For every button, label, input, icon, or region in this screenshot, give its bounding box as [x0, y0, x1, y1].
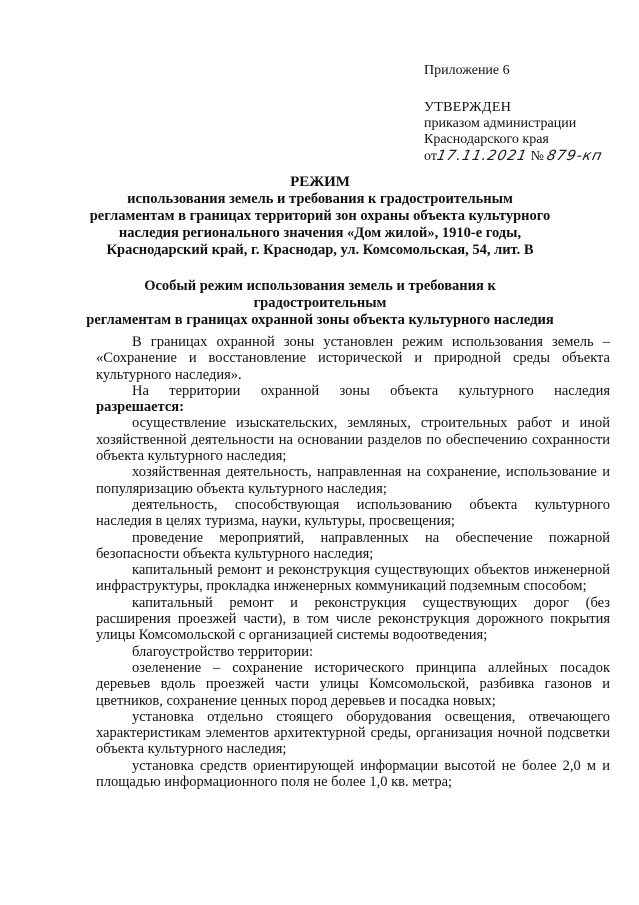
paragraph: В границах охранной зоны установлен режим использования земель – «Сохранение и восстановление исторической и природной среды объекта культурного наследия». [96, 334, 610, 383]
paragraph: деятельность, способствующая использованию объекта культурного наследия в целях туризма, науки, культуры, просвещения; [96, 496, 610, 530]
title-line-4: Краснодарский край, г. Краснодар, ул. Комсомольская, 54, лит. В [106, 242, 534, 258]
paragraph: проведение мероприятий, направленных на обеспечение пожарной безопасности объекта культурного наследия; [96, 529, 610, 562]
title-line-1: использования земель и требования к градостроительным [127, 191, 513, 207]
handwritten-date: 17.11.2021 [435, 148, 529, 164]
paragraph: На территории охранной зоны объекта культурного наследия [132, 382, 610, 399]
date-prefix: от [424, 149, 437, 164]
order-line-1: приказом администрации [424, 116, 577, 131]
number-prefix: № [530, 149, 544, 164]
title-line-2: регламентам в границах территорий зон охраны объекта культурного [89, 208, 551, 224]
document-body [96, 334, 610, 790]
paragraph-bold: разрешается: [96, 399, 184, 416]
handwritten-number: 879-кп [545, 148, 605, 164]
appendix-label: Приложение 6 [424, 63, 510, 78]
section-title-line-2: регламентам в границах охранной зоны объекта культурного наследия [86, 312, 554, 328]
paragraph: установка отдельно стоящего оборудования освещения, отвечающего характеристикам элементов архитектурной среды, организация ночной подсветки объекта культурного наследия; [96, 708, 610, 758]
paragraph: осуществление изыскательских, земляных, строительных работ и иной хозяйственной деятельности на основании разделов по обеспечению сохранности объекта культурного наследия; [96, 415, 610, 465]
paragraph: озеленение – сохранение исторического принципа аллейных посадок деревьев вдоль проезжей части улицы Комсомольской, разбивка газонов и цветников, сохранение ценных пород деревьев и посадка новых; [96, 659, 610, 709]
title-heading: РЕЖИМ [290, 174, 350, 190]
paragraph: установка средств ориентирующей информации высотой не более 2,0 м и площадью информационного поля не более 1,0 кв. метра; [96, 757, 610, 791]
title-line-3: наследия регионального значения «Дом жилой», 1910-е годы, [118, 225, 522, 241]
document-title [80, 174, 560, 259]
order-line-2: Краснодарского края [424, 132, 549, 147]
date-number-line [424, 148, 603, 165]
section-title-line-1: Особый режим использования земель и требования к градостроительным [144, 278, 496, 311]
paragraph: хозяйственная деятельность, направленная на сохранение, использование и популяризацию объекта культурного наследия; [96, 464, 610, 497]
approved-label: УТВЕРЖДЕН [424, 100, 512, 115]
paragraph: благоустройство территории: [132, 643, 314, 660]
paragraph: капитальный ремонт и реконструкция существующих объектов инженерной инфраструктуры, прокладка инженерных коммуникаций подземным способом; [96, 562, 610, 595]
section-title [78, 278, 562, 329]
approval-block [424, 100, 603, 165]
paragraph: капитальный ремонт и реконструкция существующих дорог (без расширения проезжей части), в том числе реконструкция дорожного покрытия улицы Комсомольской с организацией системы водоотведения; [96, 594, 610, 644]
